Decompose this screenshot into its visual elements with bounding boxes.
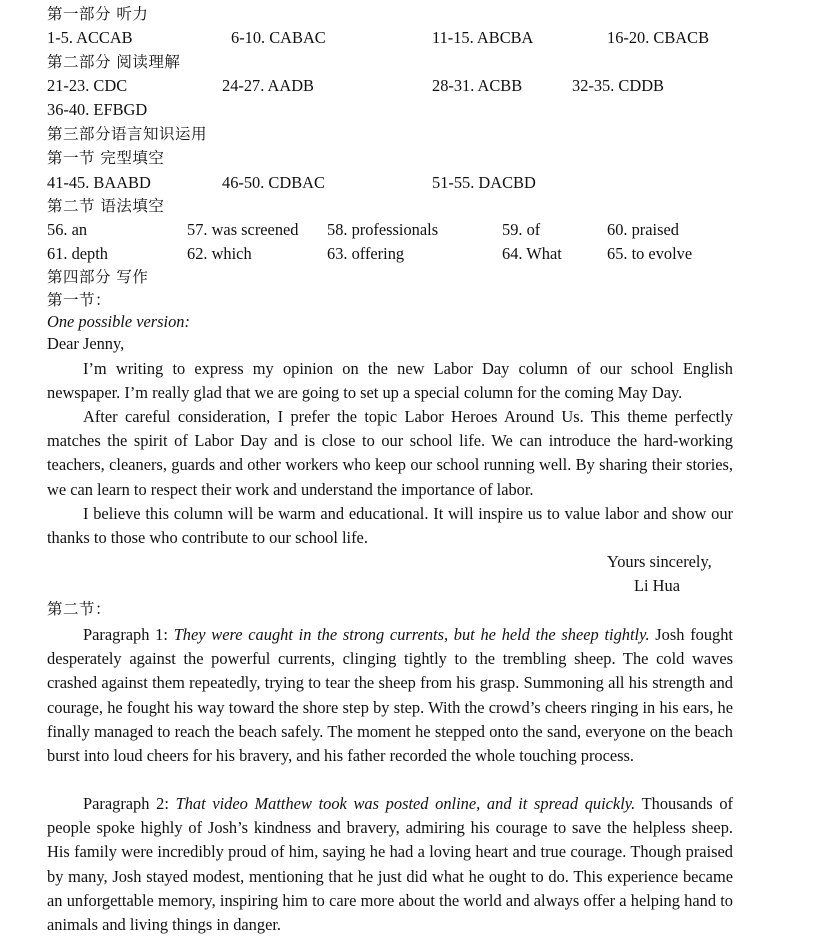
answer-group: 21-23. CDC (47, 76, 128, 95)
writing-section2-heading: 第二节： (47, 600, 112, 618)
continuation-paragraph-1 (47, 623, 733, 768)
answer-item: 60. praised (607, 220, 679, 239)
answer-item: 61. depth (47, 244, 109, 263)
part2-heading: 第二部分 阅读理解 (47, 53, 181, 71)
answer-group: 24-27. AADB (222, 76, 314, 95)
letter-paragraph-3: I believe this column will be warm and educational. It will inspire us to value labor and show our thanks to those who contribute to our school life. (47, 504, 733, 548)
answer-group: 46-50. CDBAC (222, 173, 325, 192)
paragraph-body: Thousands of people spoke highly of Josh’s kindness and bravery, admiring his courage to save the helpless sheep. His family were incredibly proud of him, saying he had a loving heart and true courage. Though praised by many, Josh stayed modest, mentioning that he just did what he ought to do. This experience became an unforgettable memory, inspiring him to care more about the world and always offer a helping hand to animals and living things in danger. (47, 794, 733, 935)
cloze-heading: 第一节 完型填空 (47, 149, 165, 167)
answer-group: 41-45. BAABD (47, 173, 151, 192)
continuation-paragraph-2 (47, 792, 733, 937)
answer-group: 6-10. CABAC (231, 28, 326, 47)
version-intro: One possible version: (47, 312, 190, 331)
letter-paragraph-2: After careful consideration, I prefer the topic Labor Heroes Around Us. This theme perfectly matches the spirit of Labor Day and is close to our school life. We can introduce the hard-working teachers, cleaners, guards and other workers who keep our school running well. By sharing their stories, we can learn to respect their work and understand the importance of labor. (47, 407, 733, 499)
answer-group: 32-35. CDDB (572, 76, 664, 95)
paragraph-label: Paragraph 2: (83, 794, 176, 813)
answer-group: 28-31. ACBB (432, 76, 523, 95)
part4-heading: 第四部分 写作 (47, 268, 149, 286)
letter-closing: Yours sincerely, (607, 552, 712, 571)
grammar-heading: 第二节 语法填空 (47, 197, 165, 215)
answer-group: 16-20. CBACB (607, 28, 710, 47)
answer-item: 62. which (187, 244, 252, 263)
answer-group: 36-40. EFBGD (47, 100, 148, 119)
letter-paragraph-1: I’m writing to express my opinion on the new Labor Day column of our school English newspaper. I’m really glad that we are going to set up a special column for the coming May Day. (47, 359, 733, 403)
answer-item: 59. of (502, 220, 541, 239)
part3-heading: 第三部分语言知识运用 (47, 125, 208, 143)
answer-item: 63. offering (327, 244, 405, 263)
given-opening-sentence: They were caught in the strong currents, but he held the sheep tightly. (173, 625, 650, 644)
answer-group: 51-55. DACBD (432, 173, 536, 192)
answer-item: 57. was screened (187, 220, 299, 239)
letter-greeting: Dear Jenny, (47, 334, 125, 353)
answer-item: 65. to evolve (607, 244, 693, 263)
given-opening-sentence: That video Matthew took was posted online, and it spread quickly. (175, 794, 636, 813)
writing-section1-heading: 第一节： (47, 291, 112, 309)
part1-heading: 第一部分 听力 (47, 5, 149, 23)
answer-group: 11-15. ABCBA (432, 28, 534, 47)
answer-item: 64. What (502, 244, 562, 263)
answer-item: 56. an (47, 220, 88, 239)
letter-signature: Li Hua (634, 576, 680, 595)
paragraph-body: Josh fought desperately against the powerful currents, clinging tightly to the trembling sheep. The cold waves crashed against them repeatedly, trying to tear the sheep from his grasp. Summoning all his strength and courage, he fought his way toward the shore step by step. With the crowd’s cheers ringing in his ears, he finally managed to reach the beach safely. The moment he stepped onto the sand, everyone on the beach burst into loud cheers for his bravery, and his father recorded the whole touching process. (47, 625, 733, 766)
paragraph-label: Paragraph 1: (83, 625, 174, 644)
answer-group: 1-5. ACCAB (47, 28, 133, 47)
answer-item: 58. professionals (327, 220, 439, 239)
